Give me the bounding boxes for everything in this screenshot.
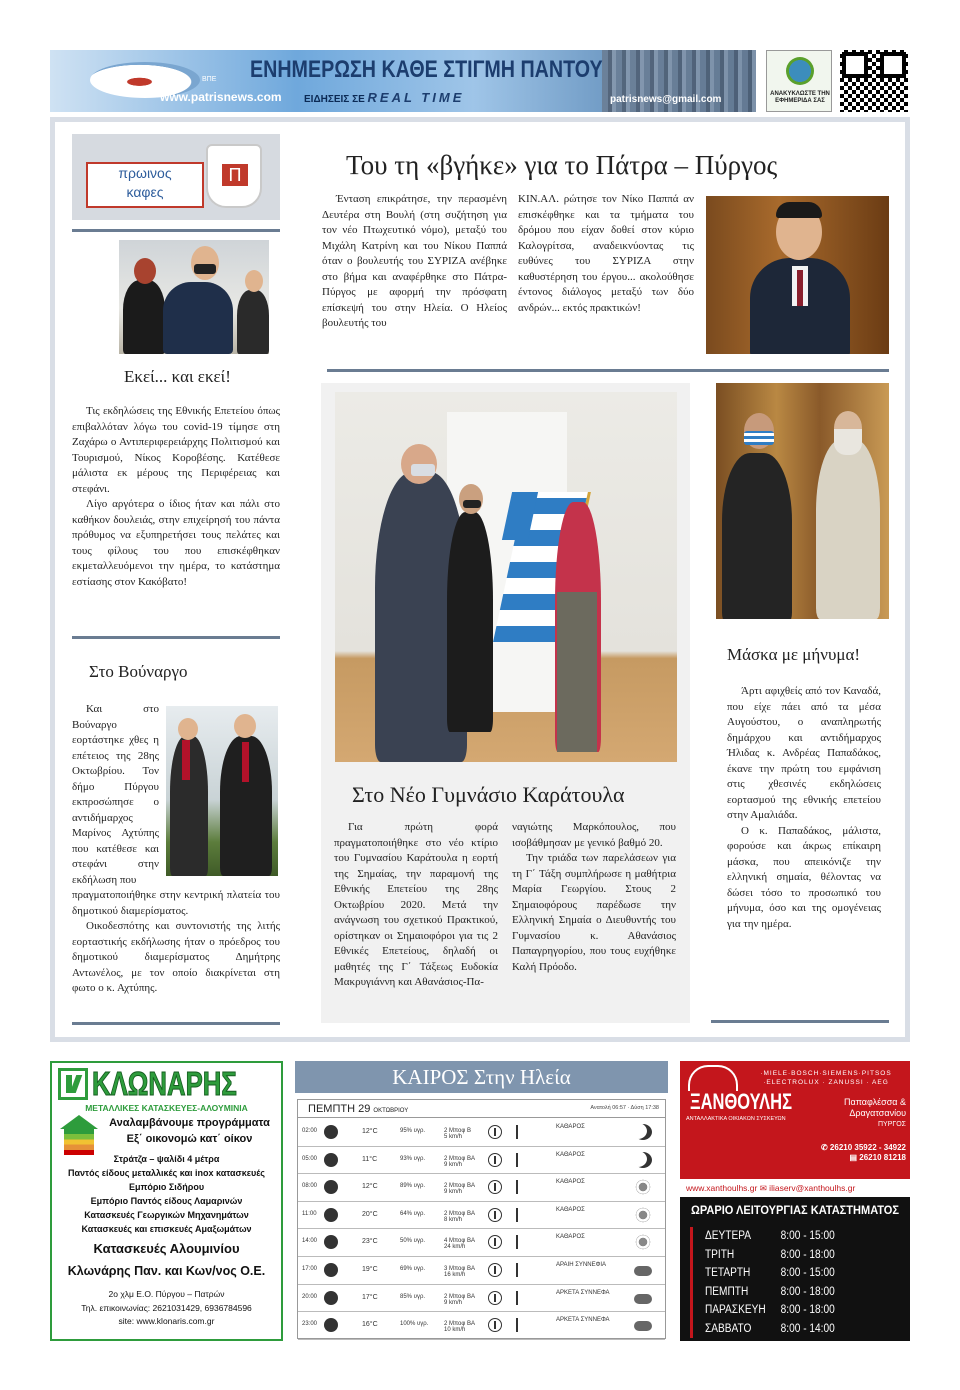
- wind-direction-icon: [488, 1208, 502, 1222]
- xanthoulis-phones: [780, 1143, 906, 1163]
- ekei-title: Εκεί... και εκεί!: [124, 367, 231, 386]
- qr-code-icon[interactable]: [840, 50, 908, 112]
- klonaris-brand: [58, 1067, 278, 1101]
- weather-condition: ΑΡΑΙΗ ΣΥΝΝΕΦΙΑ: [556, 1262, 607, 1268]
- vounargo-title: Στο Βούναργο: [89, 662, 188, 681]
- coffee-cup-icon: [206, 144, 262, 208]
- weather-time: 23:00: [302, 1321, 318, 1328]
- recycle-caption: ΑΝΑΚΥΚΛΩΣΤΕ ΤΗΝ ΕΦΗΜΕΡΙΔΑ ΣΑΣ: [770, 91, 830, 104]
- hours-day: ΤΕΤΑΡΤΗ: [705, 1267, 751, 1279]
- vounargo-body-narrow: [72, 702, 159, 888]
- klonaris-aluminium: Κατασκευές Αλουμινίου: [93, 1241, 240, 1256]
- weather-sun-times: Ανατολή 06:57 · Δύση 17:38: [590, 1105, 659, 1111]
- vounargo-p1a: Και στο Βούναργο εορτάστηκε χθες η επέτειος της 28ης Οκτωβρίου. Τον δήμο Πύργου εκπροσώπησε ο αντιδήμαρχος Μαρίνος Αχτύπης που κατέθεσε και στεφάνι στην εκδήλωση που: [72, 703, 159, 886]
- weather-condition: ΚΑΘΑΡΟΣ: [556, 1234, 585, 1241]
- weather-time: 08:00: [302, 1183, 318, 1190]
- cloud-icon: [634, 1321, 652, 1331]
- klonaris-program2: Εξ΄ οικονομώ κατ΄ οίκον: [126, 1133, 253, 1145]
- weather-humidity: 50% υγρ.: [400, 1238, 426, 1245]
- hours-time: 8:00 - 18:00: [780, 1248, 835, 1261]
- weather-date-row: [298, 1100, 665, 1118]
- weather-wind-speed: 10 km/h: [444, 1327, 466, 1334]
- klonaris-subtitle: ΜΕΤΑΛΛΙΚΕΣ ΚΑΤΑΣΚΕΥΕΣ-ΑΛΟΥΜΙΝΙΑ: [85, 1103, 248, 1113]
- weather-humidity: 93% υγρ.: [400, 1155, 426, 1162]
- xanthoulis-name: ΞΑΝΘΟΥΛΗΣ: [690, 1089, 792, 1114]
- hours-row: [705, 1320, 881, 1339]
- weather-condition: ΚΑΘΑΡΟΣ: [556, 1124, 585, 1130]
- weather-humidity: 100% υγρ.: [400, 1321, 429, 1328]
- weather-wind: 2 Μποφ ΒΑ: [444, 1210, 475, 1217]
- weather-row: [298, 1119, 665, 1147]
- klonaris-line: Κατασκευές και επισκευές Αμαξωμάτων: [81, 1224, 252, 1234]
- weather-temp: 12°C: [362, 1183, 378, 1191]
- xanthoulis-hours-title: ΩΡΑΡΙΟ ΛΕΙΤΟΥΡΓΙΑΣ ΚΑΤΑΣΤΗΜΑΤΟΣ: [690, 1203, 900, 1217]
- photo-katrinis: [706, 196, 889, 354]
- weather-row: [298, 1147, 665, 1175]
- energy-house-icon: [60, 1115, 98, 1155]
- gymnasio-title: Στο Νέο Γυμνάσιο Καράτουλα: [352, 782, 625, 807]
- weather-temp: 12°C: [362, 1128, 378, 1135]
- klonaris-line: Παντός είδους μεταλλικές και inox κατασκευές: [68, 1168, 265, 1178]
- weather-row: [298, 1285, 665, 1313]
- wind-turbine-icon: [516, 1208, 526, 1222]
- wind-direction-icon: [488, 1125, 502, 1139]
- weather-humidity: 89% υγρ.: [400, 1183, 426, 1190]
- weather-temp: 20°C: [362, 1210, 378, 1218]
- banner-headline: ΕΝΗΜΕΡΩΣΗ ΚΑΘΕ ΣΤΙΓΜΗ ΠΑΝΤΟΥ: [250, 56, 603, 83]
- weather-time: 14:00: [302, 1238, 318, 1245]
- xanthoulis-sub: ΑΝΤΑΛΛΑΚΤΙΚΑ ΟΙΚΙΑΚΩΝ ΣΥΣΚΕΥΩΝ: [686, 1116, 786, 1122]
- klonaris-name: ΚΛΩΝΑΡΗΣ: [92, 1065, 238, 1102]
- sun-icon: [634, 1234, 652, 1250]
- weather-time: 02:00: [302, 1128, 318, 1134]
- weather-humidity: 69% υγρ.: [400, 1266, 426, 1272]
- banner-site-link[interactable]: www.patrisnews.com: [160, 90, 282, 104]
- weather-day: [308, 1103, 408, 1115]
- main-article-col1: [322, 192, 507, 332]
- recycle-globe-icon: [786, 57, 814, 85]
- divider: [72, 1022, 280, 1025]
- hours-day: ΤΡΙΤΗ: [705, 1248, 735, 1261]
- moon-icon: [634, 1152, 652, 1168]
- clock-icon: [324, 1291, 338, 1305]
- wind-turbine-icon: [516, 1235, 526, 1249]
- clock-icon: [324, 1263, 338, 1277]
- banner-email-link[interactable]: patrisnews@gmail.com: [610, 94, 722, 105]
- weather-wind: 4 Μποφ ΒΑ: [444, 1238, 475, 1245]
- weather-temp: 16°C: [362, 1321, 378, 1329]
- weather-condition: ΚΑΘΑΡΟΣ: [556, 1151, 585, 1158]
- gymnasio-p1: Για πρώτη φορά πραγματοποιήθηκε στο νέο κτίριο του Γυμνασίου Καράτουλα η εορτή της Σημαίας, την παραμονή της Εθνικής Επετείου της 28ης Οκτωβρίου 2020. Μετά την ανάγνωση του σχετικού Πρακτικού, ορίστηκαν οι Σημαιοφόροι για τις 2 Εθνικές Επετείους, δηλαδή οι μαθητές της Γ΄ Τάξεως Ευδοκία Μακρυγιάννη και Αθανάσιος-Πα-: [334, 821, 498, 988]
- maska-p2: Ο κ. Παπαδάκος, μάλιστα, φορούσε και άκρως επίκαιρη μάσκα, που απεικόνιζε την ελληνική σημαία, θέλοντας να δώσει τόσο το προσωπικό του μήνυμα, όσο και της ομογένειας για την ημέρα.: [727, 824, 881, 930]
- phone-line: ✆ 26210 35922 - 34922: [820, 1143, 906, 1152]
- loc-line: Παπαφλέσσα &: [844, 1097, 906, 1107]
- wind-turbine-icon: [516, 1291, 526, 1305]
- masthead-banner: [50, 50, 910, 114]
- weather-row: [298, 1202, 665, 1230]
- hours-time: 8:00 - 18:00: [780, 1285, 835, 1298]
- klonaris-address: 2ο χλμ Ε.Ο. Πύργου – Πατρών: [108, 1289, 225, 1299]
- weather-temp: 17°C: [362, 1293, 378, 1301]
- proinos-kafes-logo: [72, 134, 280, 220]
- weather-humidity: 85% υγρ.: [400, 1293, 426, 1300]
- weather-wind-speed: 9 km/h: [444, 1161, 463, 1168]
- weather-wind-speed: 16 km/h: [444, 1272, 466, 1278]
- weather-wind-speed: 24 km/h: [444, 1244, 466, 1251]
- weather-time: 05:00: [302, 1155, 318, 1162]
- ad-xanthoulis[interactable]: [680, 1061, 910, 1341]
- weather-time: 20:00: [302, 1293, 318, 1300]
- weather-humidity: 95% υγρ.: [400, 1128, 426, 1134]
- hours-time: 8:00 - 15:00: [780, 1267, 835, 1279]
- weather-wind-speed: 8 km/h: [444, 1216, 463, 1223]
- main-article-title: Του τη «βγήκε» για το Πάτρα – Πύργος: [346, 150, 778, 180]
- banner-news-prefix: ΕΙΔΗΣΕΙΣ ΣΕ: [304, 94, 365, 105]
- weather-wind-speed: 5 km/h: [444, 1134, 463, 1140]
- divider: [72, 229, 280, 232]
- sun-icon: [634, 1207, 652, 1223]
- gymnasio-p2a: ναγιώτης Μαρκόπουλος, που ισοβάθμησαν με γενικό βαθμό 20.: [512, 821, 676, 849]
- logo-line2: καφες: [126, 184, 164, 200]
- weather-time: 17:00: [302, 1266, 318, 1272]
- hours-day: ΠΕΜΠΤΗ: [705, 1285, 749, 1298]
- cup-letter: Π: [222, 164, 248, 186]
- weather-wind-speed: 9 km/h: [444, 1299, 463, 1306]
- xanthoulis-urls[interactable]: www.xanthoulhs.gr ✉ iliaserv@xanthoulhs.gr: [680, 1179, 910, 1197]
- klonaris-line: Στράτζα – ψαλίδι 4 μέτρα: [113, 1154, 220, 1164]
- weather-row: [298, 1174, 665, 1202]
- phone1: 26210 35922 - 34922: [829, 1143, 906, 1152]
- weather-condition: ΑΡΚΕΤΑ ΣΥΝΝΕΦΑ: [556, 1317, 610, 1324]
- weather-temp: 23°C: [362, 1238, 378, 1246]
- maska-body: [727, 684, 881, 932]
- main-article-col2: [518, 192, 694, 316]
- wind-turbine-icon: [516, 1153, 526, 1167]
- banner-realtime-word: REAL TIME: [367, 90, 465, 105]
- loc-line: ΠΥΡΓΟΣ: [877, 1121, 906, 1128]
- klonaris-phones: Τηλ. επικοινωνίας: 2621031429, 6936784596: [81, 1303, 252, 1313]
- logo-line1: πρωινος: [118, 165, 172, 181]
- hours-time: 8:00 - 14:00: [780, 1322, 835, 1335]
- maska-title: Μάσκα με μήνυμα!: [727, 645, 861, 664]
- vounargo-p2: Οικοδεσπότης και συντονιστής της λιτής εορταστικής εκδήλωσης ήταν ο πρόεδρος του δημοτικού διαμερίσματος Δημήτρης Αντωνέλος, με τον οποίο διακρίνεται στη φωτο ο κ. Αχτύπης.: [72, 920, 280, 994]
- xanthoulis-brands: ·MIELE·BOSCH·SIEMENS·PITSOS ·ELECTROLUX · ZANUSSI · AEG: [760, 1070, 892, 1086]
- loc-line: Δραγατσανίου: [849, 1108, 906, 1118]
- hours-day: ΠΑΡΑΣΚΕΥΗ: [705, 1304, 766, 1316]
- phone2: 26210 81218: [859, 1153, 906, 1162]
- ekei-body: [72, 404, 280, 590]
- weather-condition: ΚΑΘΑΡΟΣ: [556, 1206, 585, 1213]
- wind-turbine-icon: [516, 1263, 526, 1277]
- hours-day: ΣΑΒΒΑΤΟ: [705, 1322, 752, 1335]
- hours-time: 8:00 - 15:00: [780, 1230, 835, 1242]
- weather-time: 11:00: [302, 1210, 317, 1217]
- hours-row: [705, 1264, 881, 1283]
- hours-day: ΔΕΥΤΕΡΑ: [705, 1230, 751, 1242]
- weather-wind: 2 Μποφ ΒΑ: [444, 1155, 475, 1162]
- wind-direction-icon: [488, 1180, 502, 1194]
- weather-wind: 2 Μποφ ΒΑ: [444, 1183, 475, 1190]
- weather-row: [298, 1312, 665, 1340]
- weather-title: ΚΑΙΡΟΣ Στην Ηλεία: [295, 1061, 668, 1093]
- weather-temp: 19°C: [362, 1266, 378, 1273]
- vounargo-body-full: [72, 888, 280, 997]
- weather-condition: ΑΡΚΕΤΑ ΣΥΝΝΕΦΑ: [556, 1289, 610, 1296]
- wind-turbine-icon: [516, 1180, 526, 1194]
- photo-achtypis: [166, 706, 278, 876]
- recycle-badge: [766, 50, 832, 112]
- banner-realtime: [304, 90, 464, 105]
- gymnasio-p2b: Την τριάδα των παρελάσεων για τη Γ΄ Τάξη συμπλήρωσε η μαθήτρια Μαρία Γεωργίου. Στους 2 Σημαιοφόρους παρέδωσε την Ελληνική Σημαία ο Διευθυντής του Γυμνασίου κ. Αθανάσιος Παπαγρηγορίου, που τους ευχήθηκε Καλή Πρόοδο.: [512, 852, 676, 973]
- ekei-p2: Λίγο αργότερα ο ίδιος ήταν και πάλι στο καθήκον δουλειάς, στην επιχείρησή του πάντα πρόθυμος να εξυπηρετήσει τους πελάτες και τους φίλους του που επισκέφθηκαν εκμεταλλευόμενοι την ημέρα, το κατάστημα εστίασης στον Κακόβατο!: [72, 498, 280, 588]
- cloud-icon: [634, 1266, 652, 1276]
- clock-icon: [324, 1125, 338, 1139]
- hours-row: [705, 1246, 881, 1265]
- vounargo-p1b: πραγματοποιήθηκε στην κεντρική πλατεία του δημοτικού διαμερίσματος.: [72, 889, 280, 917]
- weather-wind: 3 Μποφ ΒΑ: [444, 1266, 475, 1272]
- weather-table: [297, 1099, 666, 1339]
- clock-icon: [324, 1180, 338, 1194]
- weather-wind: 2 Μποφ ΒΑ: [444, 1321, 475, 1328]
- gymnasio-col2: [512, 820, 676, 975]
- hours-time: 8:00 - 18:00: [780, 1304, 835, 1316]
- cloud-icon: [634, 1294, 652, 1304]
- main-article-p2: ΚΙΝ.ΑΛ. ρώτησε τον Νίκο Παππά αν επισκέφθηκε και τα τμήματα του δρόμου που είχαν δοθεί στον κύριο Καλογρίτσα, αναδεικνύοντας τις ευθύνες του ΣΥΡΙΖΑ στην καθυστέρηση του έργου... ακολούθησε έντονος διάλογος μεταξύ των δύο ανδρών... εκτός πρακτικών!: [518, 193, 694, 314]
- klonaris-program1: Αναλαμβάνουμε προγράμματα: [109, 1117, 270, 1129]
- divider: [72, 636, 280, 639]
- logo-text: [86, 162, 204, 208]
- weather-widget: [295, 1061, 668, 1341]
- weather-wind-speed: 9 km/h: [444, 1189, 463, 1196]
- ad-klonaris[interactable]: [50, 1061, 283, 1341]
- weather-wind: 2 Μποφ ΒΑ: [444, 1293, 475, 1300]
- wind-turbine-icon: [516, 1318, 526, 1332]
- klonaris-logo-icon: [58, 1068, 88, 1100]
- klonaris-line: Εμπόριο Σιδήρου: [128, 1182, 205, 1192]
- maska-p1: Άρτι αφιχθείς από τον Καναδά, που είχε πάει από τα μέσα Αυγούστου, ο αναπληρωτής δημάρχου και αντιδήμαρχος Ήλιδας κ. Ανδρέας Παπαδάκος, έκανε την πρώτη του εμφάνιση στις χθεσινές εκδηλώσεις εορτασμού της εθνικής επετείου στην Αμαλιάδα.: [727, 685, 881, 821]
- divider: [327, 369, 889, 372]
- weather-humidity: 64% υγρ.: [400, 1210, 426, 1217]
- klonaris-site-link[interactable]: site: www.klonaris.com.gr: [118, 1316, 215, 1326]
- wind-direction-icon: [488, 1153, 502, 1167]
- klonaris-company: Κλωνάρης Παν. και Κων/νος Ο.Ε.: [67, 1264, 266, 1278]
- klonaris-line: Κατασκευές Γεωργικών Μηχανημάτων: [84, 1210, 249, 1220]
- clock-icon: [324, 1208, 338, 1222]
- phone-line: ▤ 26210 81218: [849, 1153, 906, 1162]
- klonaris-line: Εμπόριο Παντός είδους Λαμαρινών: [90, 1196, 243, 1206]
- photo-korovesis: [119, 240, 269, 354]
- xanthoulis-location: [806, 1097, 906, 1130]
- photo-flag-ceremony: [335, 392, 677, 762]
- wind-direction-icon: [488, 1263, 502, 1277]
- clock-icon: [324, 1318, 338, 1332]
- xanthoulis-hours: [690, 1227, 905, 1338]
- main-article-p1: Ένταση επικράτησε, την περασμένη Δευτέρα στη Βουλή (στη συζήτηση για τον νέο Πτωχευτικό νόμο), μεταξύ του Μιχάλη Κατρίνη και του Νίκου Παππά όταν ο βουλευτής του ΣΥΡΙΖΑ ανέβηκε στο βήμα και αναφέρθηκε στο Πάτρα-Πύργος με αφορμή την πρόσφατη επίσκεψή του στην Ηλεία. Ο Ηλείος βουλευτής του: [322, 193, 507, 329]
- weather-row: [298, 1229, 665, 1257]
- hours-row: [705, 1283, 881, 1302]
- wind-direction-icon: [488, 1291, 502, 1305]
- hours-row: [705, 1227, 881, 1246]
- photo-papadakos: [716, 383, 889, 619]
- weather-temp: 11°C: [362, 1155, 378, 1163]
- wind-direction-icon: [488, 1235, 502, 1249]
- sun-icon: [634, 1179, 652, 1195]
- weather-month: ΟΚΤΩΒΡΙΟΥ: [373, 1108, 409, 1114]
- moon-icon: [634, 1124, 652, 1140]
- banner-ppe: ΒΠΕ: [202, 76, 217, 83]
- divider: [711, 1020, 889, 1023]
- weather-row: [298, 1257, 665, 1285]
- house-icon: [688, 1065, 738, 1091]
- hours-row: [705, 1301, 881, 1320]
- gymnasio-col1: [334, 820, 498, 991]
- weather-day-label: ΠΕΜΠΤΗ 29: [308, 1103, 371, 1115]
- weather-condition: ΚΑΘΑΡΟΣ: [556, 1179, 585, 1186]
- clock-icon: [324, 1153, 338, 1167]
- clock-icon: [324, 1235, 338, 1249]
- weather-wind: 2 Μποφ Β: [444, 1128, 471, 1134]
- wind-direction-icon: [488, 1318, 502, 1332]
- wind-turbine-icon: [516, 1125, 526, 1139]
- ekei-p1: Τις εκδηλώσεις της Εθνικής Επετείου όπως επιβαλλόταν λόγω του covid-19 τίμησε στη Ζαχάρω ο Αντιπεριφερειάρχης Πολιτισμού και Τουρισμού, Νίκος Κοροβέσης. Κατέθεσε μάλιστα εκ μέρους της Περιφέρειας και στεφάνι.: [72, 405, 280, 495]
